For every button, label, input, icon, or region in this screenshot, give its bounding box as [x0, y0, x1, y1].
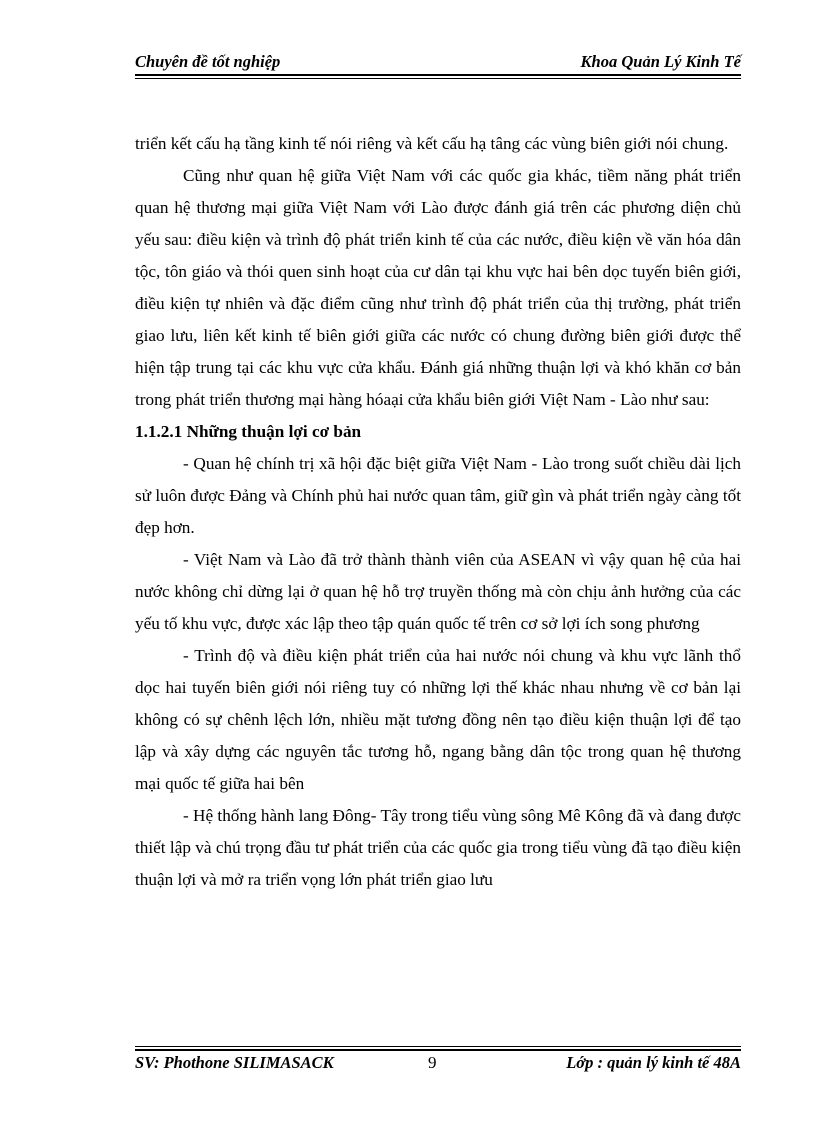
- paragraph: Cũng như quan hệ giữa Việt Nam với các quốc gia khác, tiềm năng phát triển quan hệ thương mại giữa Việt Nam với Lào được đánh giá trên các phương diện chủ yếu sau: điều kiện và trình độ phát triển kinh tế của các nước, điều kiện về văn hóa dân tộc, tôn giáo và thói quen sinh hoạt của cư dân tại khu vực hai bên dọc tuyến biên giới, điều kiện tự nhiên và đặc điểm cũng như trình độ phát triển của thị trường, phát triển giao lưu, liên kết kinh tế biên giới giữa các nước có chung đường biên giới được thể hiện tập trung tại các khu vực cửa khẩu. Đánh giá những thuận lợi và khó khăn cơ bản trong phát triển thương mại hàng hóaại cửa khẩu biên giới Việt Nam - Lào như sau:: [135, 166, 741, 409]
- footer-divider-thin: [135, 1046, 741, 1047]
- footer-student: SV: Phothone SILIMASACK: [135, 1053, 334, 1072]
- header-divider: [135, 74, 741, 76]
- page-header: [135, 52, 741, 74]
- footer-divider: [135, 1049, 741, 1051]
- paragraph: - Trình độ và điều kiện phát triển của hai nước nói chung và khu vực lãnh thổ dọc hai tuyến biên giới nói riêng tuy có những lợi thế khác nhau nhưng về cơ bản lại không có sự chênh lệch lớn, nhiều mặt tương đồng nên tạo điều kiện thuận lợi để tạo lập và xây dựng các nguyên tắc tương hỗ, ngang bằng dân tộc trong quan hệ thương mại quốc tế giữa hai bên: [135, 646, 741, 793]
- paragraph: triển kết cấu hạ tầng kinh tế nói riêng và kết cấu hạ tâng các vùng biên giới nói chung.: [135, 134, 729, 153]
- header-divider-thin: [135, 78, 741, 79]
- paragraph: - Quan hệ chính trị xã hội đặc biệt giữa Việt Nam - Lào trong suốt chiều dài lịch sử luôn được Đảng và Chính phủ hai nước quan tâm, giữ gìn và phát triển ngày càng tốt đẹp hơn.: [135, 454, 741, 537]
- page-number: 9: [428, 1053, 437, 1072]
- paragraph: - Hệ thống hành lang Đông- Tây trong tiểu vùng sông Mê Kông đã và đang được thiết lập và chú trọng đầu tư phát triển của các quốc gia trong tiểu vùng đã tạo điều kiện thuận lợi và mở ra triển vọng lớn phát triển giao lưu: [135, 806, 741, 889]
- footer-class: Lớp : quản lý kinh tế 48A: [566, 1053, 741, 1072]
- paragraph: - Việt Nam và Lào đã trở thành thành viên của ASEAN vì vậy quan hệ của hai nước không chỉ dừng lại ở quan hệ hỗ trợ truyền thống mà còn chịu ảnh hưởng của các yếu tố khu vực, được xác lập theo tập quán quốc tế trên cơ sở lợi ích song phương: [135, 550, 741, 633]
- header-title-left: Chuyên đề tốt nghiệp: [135, 52, 281, 71]
- section-heading: 1.1.2.1 Những thuận lợi cơ bản: [135, 422, 362, 441]
- document-body: [135, 128, 741, 896]
- page-footer: [135, 1053, 741, 1075]
- header-title-right: Khoa Quản Lý Kinh Tế: [580, 52, 741, 71]
